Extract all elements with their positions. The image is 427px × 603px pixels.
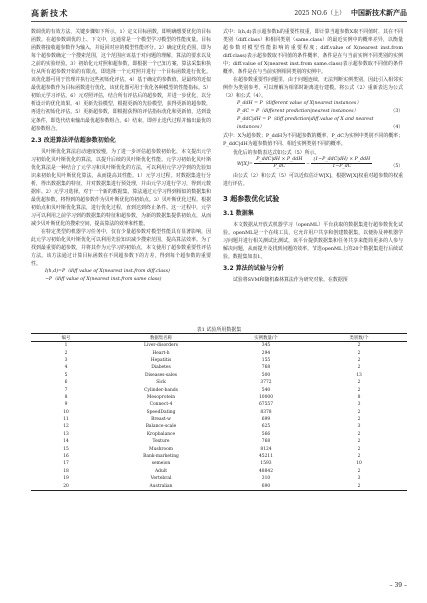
paragraph: 式中：I(h,d)表示超参数h的重要性权重，即计算当超参数X取不同值时，其在不同类别（diff.class）和相同类别（same.class）的最近实例中的概率差异，以衡量超参数对模型性能影响的重要程度；diff.value of X(nearest inst.from diff.class)表示超参数取不同值的条件概率，条件是在与当前实例不同类别的实例中；diff.value of X(nearest inst.from same.class)表示超参数取不同值的条件概率，条件是在与当前实例相同类别的实例中。: [223, 29, 403, 76]
table-cell: 2: [357, 446, 361, 452]
table-row: [31, 401, 407, 408]
journal-section-title: 高新技术: [31, 8, 69, 18]
table-row: [31, 423, 407, 430]
table-cell: 14: [63, 439, 69, 445]
journal-issue: [294, 8, 407, 18]
table-cell: 4: [64, 365, 68, 371]
table-row: [31, 409, 407, 416]
table-cell: semeion: [151, 461, 171, 467]
table-cell: 2: [311, 482, 407, 490]
table-cell: Breast-w: [151, 417, 171, 423]
table-cell: 3: [357, 476, 361, 482]
table-cell: 13: [63, 431, 69, 437]
table-cell: 13: [356, 372, 362, 378]
equation-3-line2: [223, 108, 403, 116]
table-cell: 1: [64, 343, 68, 349]
table-cell: 7: [64, 387, 68, 393]
equation-5: [223, 157, 403, 172]
table-cell: 155: [261, 357, 271, 363]
fraction-1: [254, 157, 304, 170]
table-cell: Hepatitis: [150, 357, 172, 363]
table-cell: 2: [357, 409, 361, 415]
table-header-row: [31, 334, 407, 342]
table-cell: Vertebral: [150, 476, 172, 482]
table-cell: 2: [357, 387, 361, 393]
table-cell: 20: [31, 482, 101, 490]
paragraph: 优化后的参数表达式如公式（5）所示。: [233, 149, 320, 156]
table-cell: Cylinder-bands: [144, 387, 178, 393]
table-cell: 2: [357, 343, 361, 349]
column-header: 实例数量/个: [221, 334, 311, 342]
subsection-heading: 3.2 算法的试验与分析: [223, 264, 284, 272]
table-row: [31, 364, 407, 371]
table-cell: 2: [357, 431, 361, 437]
paragraph: 式中：X为超参数；P_ddH为不同超参数的概率，P_dC为实例中类别不同的概率；P_ddC|dH为超参数值不同、相近实例类别不同的概率。: [223, 133, 403, 148]
fraction-denominator: 1−P_dC: [332, 163, 352, 169]
table-cell: 9: [64, 402, 68, 408]
table-cell: 768: [261, 439, 271, 445]
table-cell: 2: [357, 417, 361, 423]
table-cell: 625: [261, 424, 271, 430]
magazine-name: 中国新技术新产品: [351, 8, 407, 17]
table-row: [31, 445, 407, 452]
column-header: 数据集名称: [101, 334, 221, 342]
table-cell: 15: [63, 446, 69, 452]
paragraph: 由公式（2）和公式（5）可以近似估计W[X]，根据W[X]权重对超参数的权重进行评估。: [223, 172, 403, 187]
table-row: [31, 438, 407, 445]
table-cell: Mushroom: [149, 446, 173, 452]
table-cell: 8: [64, 394, 68, 400]
table-cell: 19: [63, 476, 69, 482]
fraction-2: [311, 157, 372, 170]
table-caption: 表1 试验所用数据集: [196, 327, 242, 333]
table-cell: 5: [64, 372, 68, 378]
paragraph: 贝叶斯优化算法启动速度较慢，为了进一步评估超参数初始化，本文提出元学习初始化贝叶斯优化的算法，以提升后续的贝叶斯优化性能。元学习初始化贝叶斯优化算法是一种结合了元学习和贝叶斯优化的方法，可以利用元学习学到的先验知识来初始化贝叶斯优化算法，从而提高其性能。1）元学习过程。对数据集进行分析，得出数据集的特征，并对数据集进行预处理，并由元学习进行学习，得到元数据库。2）元学习选择。对于一个新的数据集，算法通过元学习得到相似的数据集和最优超参数，将得到的超参数作为贝叶斯优化的初始点。3）贝叶斯优化过程。根据初始点和贝叶斯优化算法，进行优化过程，直到达到终止条件。这一过程中，元学习可以利用之前学习到的数据集的特征和超参数，为新的数据集提供初始点，从而减少贝叶斯优化的搜索空间，提高算法的效率和性能。: [31, 148, 211, 228]
equation-text: instances）: [237, 125, 265, 131]
table-cell: Diabetes: [151, 365, 171, 371]
table-cell: Balance-scale: [145, 424, 177, 430]
table-row: [31, 482, 407, 490]
paragraph: 在超参数重要性问题里，由于问题连续，无法判断实例类别，因此引入相邻实例作为类别参考，可以理解为相邻时距离进行建模。将公式（2）重新表达为公式（3）和公式（4）。: [223, 77, 403, 100]
table-row: [31, 475, 407, 482]
equation-text: P_dC = P（different prediction|nearest instances）: [237, 109, 359, 115]
equation-4-line2: [223, 124, 403, 132]
paragraph: 数调优的有效方法，关键步骤如下所示。1）定义目标函数，即明确想要优化的目标函数。在超参数调优的上、下文中，这通常是一个模型学习模型的性能度量。目标函数将接收超参数作为输入，并返回对应的模型性能评分。2）确定优化范围，即为每个超参数确定一个搜索范围，这个范围应该基于对问题的理解，算法的要求以及之前的实验经验。3）初始化元对照和超参数，即根据一个已知方案，算法采集和执行从所有超参数开始的有限点，即选择一个元对照并进行一个目标函数进行优化。该优化器可用于管理并执行这些初始化评估。4）基于确定的参数值，是最终的近似最优超参数作为目标函数进行优化，该优化器可用于优化各种模型的性能指标。5）初始元学习评估。6）元对照评估，结合所有评估后的超参数，并进一步优化，以分析设计的优化效果。4）更新先验模型，根据更新的先验模型，获得更新的超参数，再进行初始化评估。5）更新超参数，即根据获得的评估指标优化和更新值，达到设定条件，即迭代结束输出最优超参数组合。6）结束，即停止迭代过程并输出最优的超参数组合。: [31, 29, 211, 132]
table-cell: Connect-4: [149, 402, 173, 408]
table-cell: 10: [63, 409, 69, 415]
table-cell: 8124: [260, 446, 272, 452]
equation-number: （5）: [390, 163, 403, 169]
left-column: [31, 28, 211, 284]
table-cell: 16: [63, 454, 69, 460]
table-cell: Sick: [156, 380, 166, 386]
table-cell: 690: [221, 482, 311, 490]
fraction-numerator: P_ddC|dH × P_ddH: [256, 156, 303, 162]
equation-number: （3）: [390, 109, 403, 115]
table-row: [31, 394, 407, 401]
table-cell: 2: [357, 365, 361, 371]
table-cell: 500: [261, 372, 271, 378]
table-cell: 2: [357, 350, 361, 356]
section-heading: 2.3 改进算法评估超参数初始化: [31, 136, 116, 144]
table-cell: Bank-marketing: [143, 454, 179, 460]
table-cell: 6: [64, 380, 68, 386]
section-heading: 3 超参数优化试验: [223, 194, 280, 203]
table-row: [31, 342, 407, 350]
table-row: [31, 431, 407, 438]
table-cell: 48842: [259, 468, 273, 474]
table-cell: 17: [63, 461, 69, 467]
table-cell: 540: [261, 387, 271, 393]
table-cell: 2: [357, 439, 361, 445]
table-cell: 294: [261, 350, 271, 356]
table-cell: 3: [357, 402, 361, 408]
table-cell: Texture: [152, 439, 170, 445]
table-cell: 699: [261, 417, 271, 423]
table-cell: Liver-disorders: [144, 343, 178, 349]
table-cell: 768: [261, 365, 271, 371]
table-row: [31, 416, 407, 423]
table-row: [31, 460, 407, 467]
table-row: [31, 453, 407, 460]
table-cell: 3772: [260, 380, 272, 386]
equation-number: （4）: [390, 125, 403, 131]
table-cell: 8: [357, 394, 361, 400]
table-cell: Adult: [155, 468, 167, 474]
table-cell: 1593: [260, 461, 272, 467]
table-cell: 345: [261, 343, 271, 349]
fraction-numerator: (1−P_ddC|dH) × P_ddH: [313, 156, 371, 162]
table-cell: 2: [357, 380, 361, 386]
table-cell: 2: [357, 468, 361, 474]
table-cell: 67557: [259, 402, 273, 408]
table-cell: 11: [63, 417, 69, 423]
dataset-table: [31, 333, 407, 491]
paragraph: 在特定类型的机器学习任务中，仅有少量超参数对模型性能具有显著影响，因此元学习初始化贝叶斯优化可以利用先验知识减少搜索范围，提高算法效率。为了找到最重要的超参数，并将其作为元学习的初始点，本文使用了超参数重要性评估方法。该方法通过计算目标函数在不同超参数下的方差，得到每个超参数的重要性。: [31, 229, 211, 268]
table-cell: Heart-h: [152, 350, 170, 356]
page-number: – 39 –: [389, 582, 407, 589]
table-row: [31, 379, 407, 386]
subsection-heading: 3.1 数据集: [223, 209, 254, 217]
header-rule: [31, 21, 407, 22]
equation-4-line1: P_ddC|dH = P（diff.prediction|diff.value of X and nearest: [237, 117, 374, 123]
equation-lhs: W[X]=: [237, 161, 253, 167]
column-header: 编号: [31, 334, 101, 342]
table-cell: 12: [63, 424, 69, 430]
table-cell: SpeedDating: [146, 409, 176, 415]
column-header: 类别数/个: [311, 334, 407, 342]
equation-2-line2: −P（diff value of X(nearest inst.from same class): [45, 277, 162, 283]
table-cell: 2: [357, 454, 361, 460]
table-cell: Mesoprotein: [146, 394, 176, 400]
page-header: [0, 0, 427, 24]
table-cell: 3: [357, 424, 361, 430]
table-cell: 8378: [260, 409, 272, 415]
table-cell: 3: [64, 357, 68, 363]
table-cell: 10: [356, 461, 362, 467]
table-cell: Australian: [101, 482, 221, 490]
table-cell: 310: [261, 476, 271, 482]
table-cell: 2: [357, 357, 361, 363]
table-row: [31, 372, 407, 379]
right-column: [223, 28, 403, 284]
table-body: [31, 342, 407, 491]
equation-2-line1: I(h,d)=P（diff value of X(nearest inst.from diff.class): [45, 269, 170, 275]
paragraph: 本文数据从开放式机器学习（openML）平台获取的数据集进行超参数优化试验。openML是一个在线工具，它允许用户共享和创建数据集，以便协及神机器学习问题并进行相关测试比测试。该平台提供数据集和任务共享来能简更多的人参与解决问题，从而提升及找到问题的效率。节选openML上的20个数据集进行后续试验。数据集如表1。: [223, 221, 403, 260]
equation-3-line1: P_ddH = P（different value of X|nearest instances）: [237, 101, 362, 107]
issue-label: 2025 NO.6（上）: [294, 10, 346, 17]
paragraph: 试验将SVM和随机森林算法作为研究对象。在数据预: [233, 276, 348, 283]
table-row: [31, 386, 407, 393]
table-cell: Kropbalance: [146, 431, 176, 437]
table-row: [31, 468, 407, 475]
table-row: [31, 349, 407, 356]
table-cell: 2: [64, 350, 68, 356]
table-cell: 566: [261, 431, 271, 437]
fraction-denominator: P_dC: [273, 163, 286, 169]
table-row: [31, 357, 407, 364]
table-cell: 45211: [259, 454, 273, 460]
minus-sign: −: [306, 161, 310, 167]
table-cell: 10000: [259, 394, 273, 400]
table-cell: Diseases-sales: [144, 372, 178, 378]
table-cell: 18: [63, 468, 69, 474]
